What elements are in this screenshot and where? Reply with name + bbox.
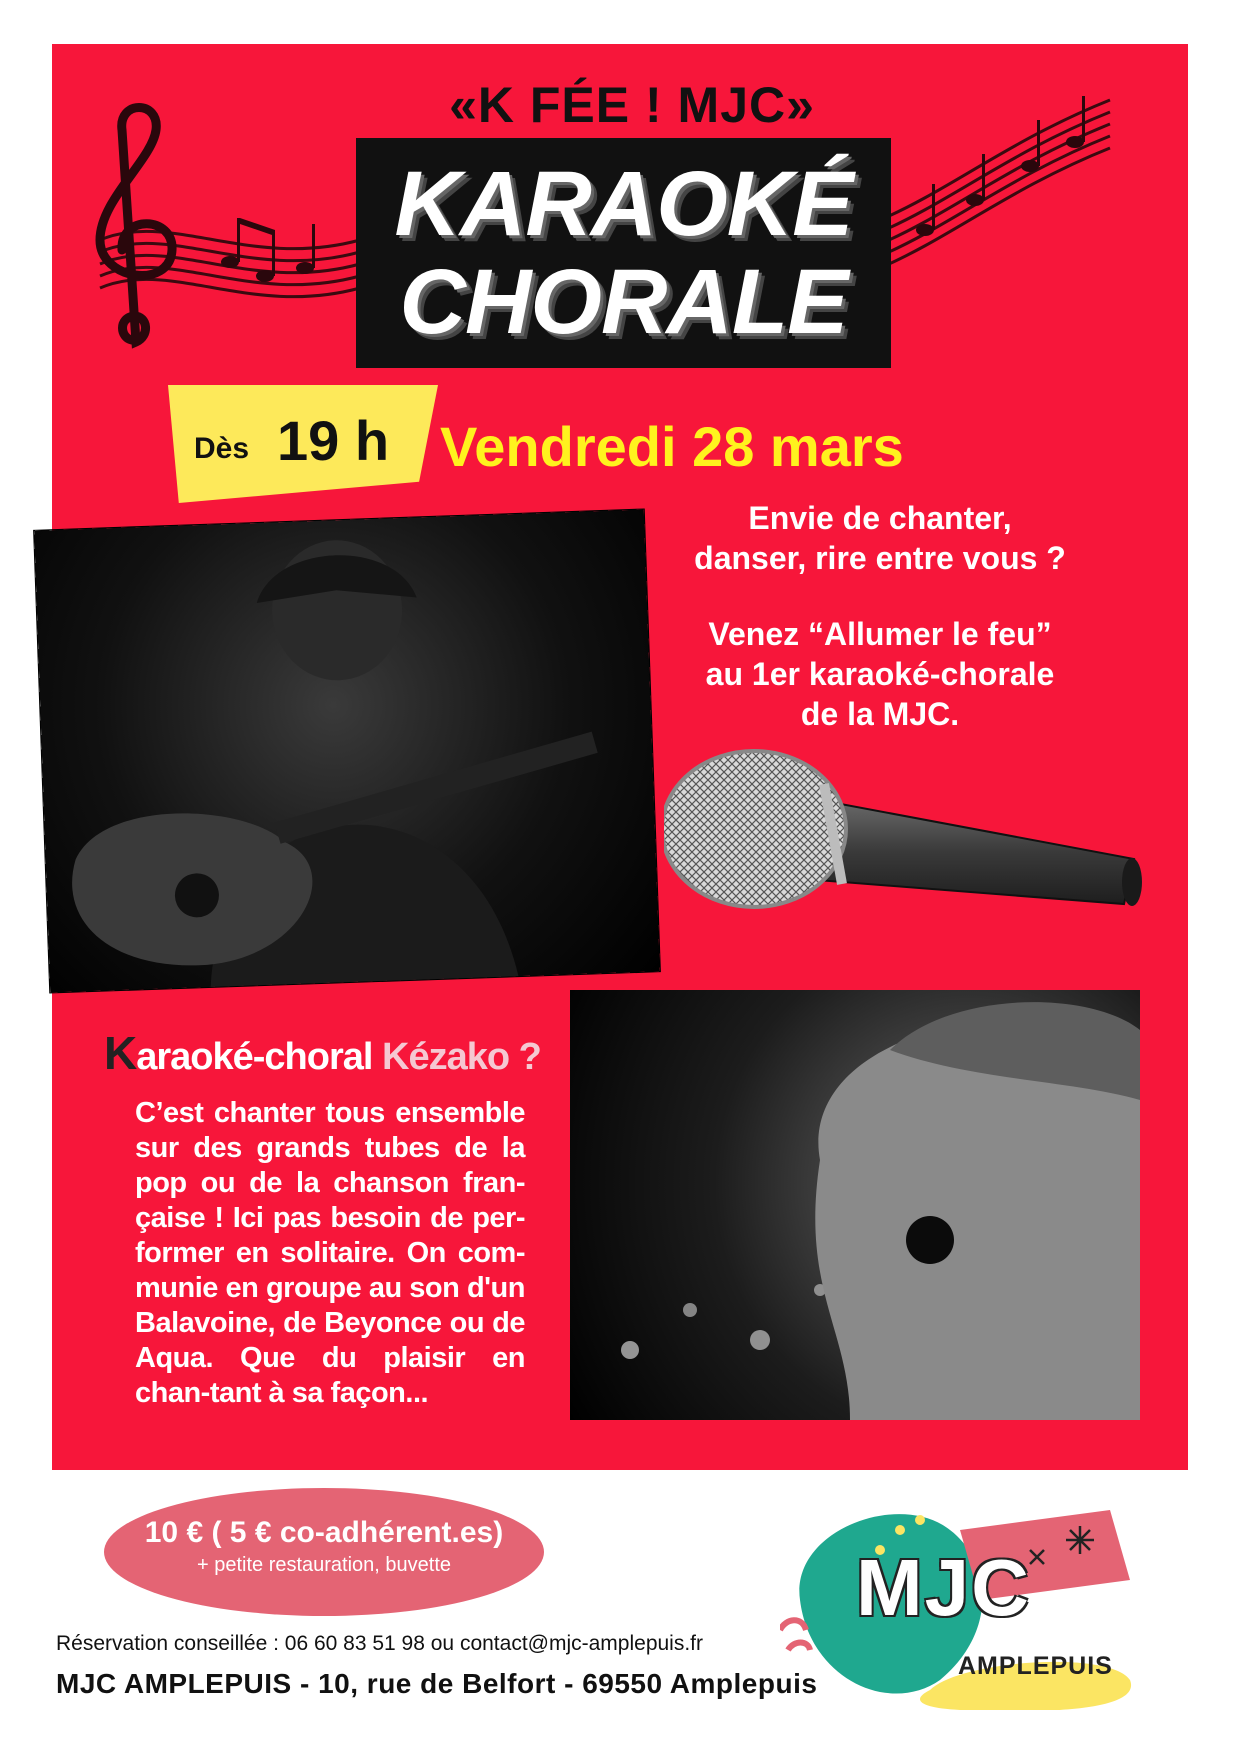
music-notes-icon — [880, 80, 1120, 280]
venue-address: MJC AMPLEPUIS - 10, rue de Belfort - 69550 Amplepuis — [56, 1668, 818, 1699]
microphone-icon — [664, 744, 1144, 934]
event-kicker: «K FÉE ! MJC» — [449, 77, 815, 133]
guitarist-photo — [34, 509, 660, 992]
event-date: Vendredi 28 mars — [440, 415, 904, 478]
time-prefix: Dès — [194, 432, 250, 465]
intro-line: danser, rire entre vous ? — [694, 540, 1066, 576]
kezako-initial: K — [104, 1027, 137, 1079]
guitarist-illustration — [34, 509, 660, 992]
price-extras: + petite restauration, buvette — [196, 1554, 452, 1576]
singer-photo — [570, 990, 1140, 1420]
event-title-line2: CHORALE — [399, 251, 848, 353]
reservation-info: Réservation conseillée : 06 60 83 51 98 ou contact@mjc-amplepuis.fr — [56, 1632, 704, 1655]
kezako-question: Kézako ? — [382, 1036, 541, 1078]
intro-line: au 1er karaoké-chorale — [705, 656, 1055, 692]
kezako-description: C’est chanter tous ensemble sur des grands tubes de la pop ou de la chanson fran-çaise ! Ici pas besoin de per-former en solitaire. On com-munie en groupe au son d'un Balavoine, de Beyonce ou de Aqua. Que du plaisir en chan-tant à sa façon... — [135, 1097, 525, 1409]
event-title-box — [356, 138, 891, 368]
kezako-heading — [104, 1026, 541, 1080]
logo-wordmark: MJC — [856, 1543, 1031, 1632]
price-badge — [104, 1488, 544, 1616]
price-main: 10 € ( 5 € co-adhérent.es) — [144, 1516, 504, 1549]
logo-location: AMPLEPUIS — [958, 1652, 1113, 1680]
event-time: 19 h — [277, 409, 390, 472]
treble-clef-icon — [60, 90, 370, 360]
intro-line: de la MJC. — [800, 696, 960, 732]
kezako-subject: araoké-choral — [136, 1036, 373, 1078]
event-title-line1: KARAOKÉ — [394, 153, 853, 255]
singer-illustration — [570, 990, 1140, 1420]
intro-line: Venez “Allumer le feu” — [708, 616, 1052, 652]
intro-text — [620, 498, 1140, 734]
intro-line: Envie de chanter, — [748, 500, 1012, 536]
